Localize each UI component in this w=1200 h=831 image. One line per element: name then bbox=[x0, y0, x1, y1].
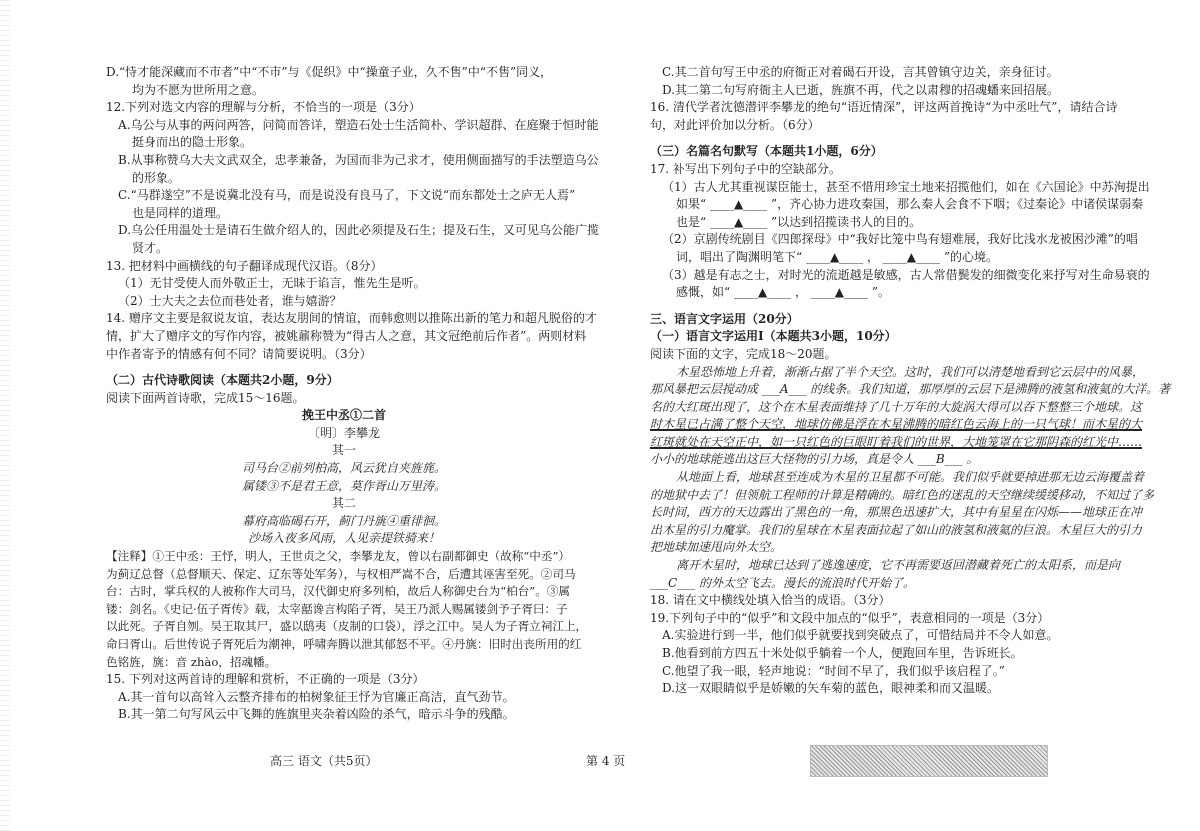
left-line: （2）士大夫之去位而巷处者，谁与嬉游？ bbox=[118, 293, 342, 308]
right-line: D.这一双眼睛似乎是娇嫩的矢车菊的蓝色，眼神柔和而又温暖。 bbox=[662, 681, 1000, 696]
right-line: 感慨，如“ ____▲____ ， ____▲____ ”。 bbox=[676, 285, 890, 300]
right-line: 把地球加速甩向外太空。 bbox=[650, 540, 783, 555]
left-line: （1）无甘受使人而外敬正士，无昧于谄言，惟先生是听。 bbox=[118, 276, 426, 291]
right-line: A.实验进行到一半，他们似乎就要找到突破点了，可惜结局并不令人如意。 bbox=[662, 628, 1059, 643]
left-line: 均为不愿为世所用之意。 bbox=[132, 82, 265, 97]
right-line: 如果“ ____▲____ ”，齐心协力进攻秦国，那么秦人会食不下咽；《过秦论》中诸侯谋弱秦 bbox=[676, 197, 1144, 212]
left-line: A.其一首句以高耸入云整齐排布的柏树象征王忬为官廉正高洁，直气劲节。 bbox=[118, 689, 515, 704]
left-line: 的形象。 bbox=[132, 170, 181, 185]
right-line: 那风暴把云层搅动成 ___A___ 的线条。我们知道，那厚厚的云层下是沸腾的液氢和液氦的大洋。著 bbox=[650, 382, 1171, 397]
right-line bbox=[650, 134, 1116, 143]
right-line: 也是“ ____▲____ ”以达到招揽读书人的目的。 bbox=[676, 214, 922, 229]
right-line: 出木星的引力魔掌。我们的星球在木星表面拉起了如山的液氢和液氦的巨浪。木星巨大的引力 bbox=[650, 522, 1143, 537]
left-line: D.乌公任用温处士是请石生做介绍人的，因此必须提及石生；提及石生，又可见乌公能广揽 bbox=[118, 223, 600, 238]
scan-edge-noise bbox=[0, 0, 10, 831]
right-line: 19.下列句子中的“似乎”和文段中加点的“似乎”，表意相同的一项是（3分） bbox=[650, 610, 1050, 625]
right-line: 的地狱中去了！但领航工程师的计算是精确的。暗红色的迷乱的天空继续缓缓移动，不知过了多 bbox=[650, 487, 1155, 502]
left-line: 挺身而出的隐士形象。 bbox=[132, 135, 253, 150]
right-line: 从地面上看，地球甚至连成为木星的卫星都不可能。我们似乎就要掉进那无边云海覆盖着 bbox=[676, 470, 1145, 485]
left-line: 【注释】①王中丞：王忬，明人，王世贞之父，李攀龙友，曾以右副都御史（故称“中丞”） bbox=[106, 549, 571, 564]
right-line: B.他看到前方四五十米处似乎躺着一个人，便跑回车里，告诉班长。 bbox=[662, 646, 1023, 660]
left-line: 阅读下面两首诗歌，完成15～16题。 bbox=[106, 390, 305, 405]
right-line: 长时间，西方的天边露出了黑色的一角，那黑色迅速扩大，其中有星星在闪烁——地球正在冲 bbox=[650, 505, 1143, 520]
left-line: 色铭旌，旐：音 zhào，招魂幡。 bbox=[106, 654, 277, 669]
left-line: 13. 把材料中画横线的句子翻译成现代汉语。（8分） bbox=[106, 258, 383, 273]
left-line: 贤才。 bbox=[132, 240, 169, 255]
right-line: 18. 请在文中横线处填入恰当的成语。（3分） bbox=[650, 593, 891, 608]
right-line: 三、语言文字运用（20分） bbox=[650, 311, 799, 326]
left-line: 属镂③不是君王意，莫作胥山万里涛。 bbox=[241, 478, 446, 493]
right-line: 时木星已占满了整个天空，地球仿佛是浮在木星沸腾的暗红色云海上的一只气球！而木星的大 bbox=[650, 417, 1143, 432]
left-line: 〔明〕李攀龙 bbox=[307, 425, 380, 440]
right-line: 木星恐怖地上升着，渐渐占据了半个天空。这时，我们可以清楚地看到它云层中的风暴， bbox=[676, 364, 1145, 379]
left-line: （二）古代诗歌阅读（本题共2小题，9分） bbox=[106, 373, 339, 388]
left-line: 其二 bbox=[331, 496, 356, 511]
left-line: 15. 下列对这两首诗的理解和赏析，不正确的一项是（3分） bbox=[106, 672, 425, 687]
right-line: （三）名篇名句默写（本题共1小题，6分） bbox=[650, 144, 883, 159]
left-line bbox=[106, 363, 582, 372]
left-line: B.从事称赞乌大夫文武双全，忠孝兼备，为国而非为己求才，使用侧面描写的手法塑造乌公 bbox=[118, 152, 599, 167]
left-line: 其一 bbox=[331, 443, 356, 458]
left-line: A.乌公与从事的两问两答，问简而答详，塑造石处士生活简朴、学识超群、在庭聚于恒时能 bbox=[118, 117, 599, 132]
right-line: 16. 清代学者沈德潜评李攀龙的绝句“语近情深”，评这两首挽诗“为中丞吐气”，请结合诗 bbox=[650, 100, 1118, 115]
right-column bbox=[650, 64, 1171, 698]
footer-page-number: 第 4 页 bbox=[586, 754, 626, 768]
right-line: 句，对此评价加以分析。（6分） bbox=[650, 117, 820, 132]
right-line: 红斑就处在天空正中，如一只红色的巨眼盯着我们的世界，大地笼罩在它那阴森的红光中…… bbox=[650, 434, 1143, 449]
left-line: D.“恃才能深藏而不市者”中“不市”与《促织》中“操童子业，久不售”中“不售”同义， bbox=[106, 65, 553, 79]
left-line: 镂：剑名。《史记·伍子胥传》载，太宰嚭谗言构陷子胥，吴王乃派人赐属镂剑予子胥曰：子 bbox=[106, 601, 568, 616]
left-line: 台：古时，掌兵权的人被称作大司马，汉代御史府多列柏，故后人称御史台为“柏台”。③属 bbox=[106, 584, 571, 599]
left-line: 情，扩大了赠序文的写作内容，被姚鼐称赞为“得古人之意，其文冠绝前后作者”。两则材料 bbox=[106, 328, 587, 343]
left-line: 挽王中丞①二首 bbox=[301, 408, 386, 423]
left-line: 也是同样的道理。 bbox=[132, 205, 229, 220]
right-line: 17. 补写出下列句子中的空缺部分。 bbox=[650, 161, 841, 176]
left-line: 司马台②前列柏高，风云犹自夹旌旄。 bbox=[241, 461, 446, 476]
left-line: 为蓟辽总督（总督顺天、保定、辽东等处军务），与权相严嵩不合，后遭其诬害至死。②司马 bbox=[106, 566, 576, 581]
right-line: （3）越是有志之士，对时光的流逝越是敏感，古人常借鬓发的细微变化来抒写对生命易衰的 bbox=[662, 267, 1150, 282]
left-line: 命曰胥山。后世传说子胥死后为潮神，呼啸奔腾以泄其郁怒不平。④丹旐：旧时出丧所用的红 bbox=[106, 637, 582, 651]
left-line: 沙场入夜多风雨，人见亲提铁骑来！ bbox=[247, 531, 440, 546]
left-line: 14. 赠序文主要是叙说友谊，表达友朋间的情谊，而韩愈则以推陈出新的笔力和超凡脱俗的才 bbox=[106, 311, 597, 326]
right-line: （一）语言文字运用Ⅰ（本题共3小题，10分） bbox=[650, 329, 897, 344]
right-line: （1）古人尤其重视谋臣能士，甚至不惜用珍宝土地来招揽他们，如在《六国论》中苏洵提出 bbox=[662, 179, 1150, 194]
right-line: 阅读下面的文字，完成18～20题。 bbox=[650, 346, 837, 361]
left-line: 12.下列对选文内容的理解与分析，不恰当的一项是（3分） bbox=[106, 100, 421, 115]
footer-subject: 高三 语文（共5页） bbox=[270, 754, 378, 768]
right-line: 离开木星时，地球已达到了逃逸速度，它不再需要返回潜藏着死亡的太阳系，而是向 bbox=[676, 558, 1121, 573]
barcode-hatch-area bbox=[810, 745, 1048, 777]
right-line: C.其二首句写王中丞的府衙正对着碣石开设，言其曾镇守边关，亲身征讨。 bbox=[662, 65, 1059, 79]
left-column bbox=[106, 64, 600, 724]
left-line: 中作者寄予的情感有何不同？请简要说明。（3分） bbox=[106, 346, 372, 361]
right-line: 小小的地球能逃出这巨大怪物的引力场，真是令人 ___B___ 。 bbox=[650, 452, 979, 467]
left-line: C.“马群遂空”不是说冀北没有马，而是说没有良马了，下文说“而东都处士之庐无人焉” bbox=[118, 188, 576, 203]
left-line: 幕府高临碣石开，蓟门丹旐④重徘徊。 bbox=[241, 513, 446, 528]
left-line: 以此死。子胥自刎。吴王取其尸，盛以鸱夷（皮制的口袋），浮之江中。吴人为子胥立祠江上， bbox=[106, 619, 588, 634]
right-line: 词，唱出了陶渊明笔下“ ____▲____ ， ____▲____ ”的心境。 bbox=[676, 249, 998, 264]
right-line: ___C___ 的外太空飞去。漫长的流浪时代开始了。 bbox=[650, 575, 915, 590]
right-line bbox=[650, 302, 1116, 311]
left-line: B.其一第二句写风云中飞舞的旌旗里夹杂着凶险的杀气，暗示斗争的残酷。 bbox=[118, 707, 515, 722]
right-line: 名的大红斑出现了，这个在木星表面维持了几十万年的大旋涡大得可以吞下整整三个地球。这 bbox=[650, 399, 1143, 414]
right-line: D.其二第二句写府衙主人已逝，旌旗不再，代之以肃穆的招魂蟠来回招展。 bbox=[662, 82, 1060, 97]
right-line: （2）京剧传统剧目《四郎探母》中“我好比笼中鸟有翅难展，我好比浅水龙被困沙滩”的唱 bbox=[662, 232, 1138, 247]
right-line: C.他望了我一眼，轻声地说：“时间不早了，我们似乎该启程了。” bbox=[662, 663, 1005, 678]
